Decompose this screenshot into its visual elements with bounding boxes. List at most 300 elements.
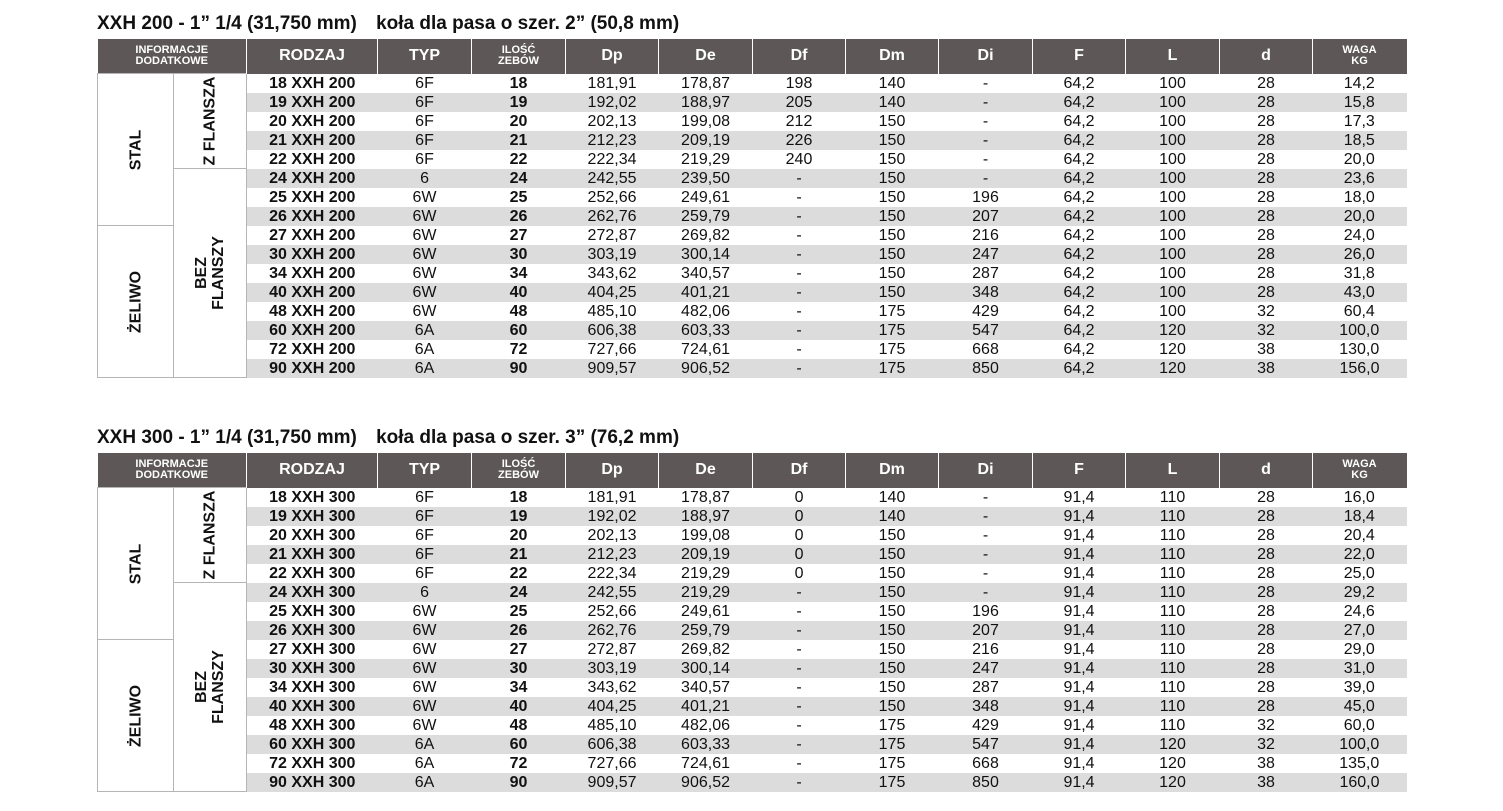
cell-de: 219,29 bbox=[681, 564, 730, 582]
group-z-flansza-label: Z FLANSZA bbox=[201, 490, 219, 580]
cell-rodzaj: 27 XXH 200 bbox=[269, 226, 356, 244]
cell-typ: 6A bbox=[378, 735, 472, 754]
group-bez-flanszy-label: BEZ FLANSZY bbox=[193, 650, 227, 724]
cell-typ: 6F bbox=[378, 93, 472, 112]
cell-df: - bbox=[796, 340, 802, 358]
cell-di: - bbox=[939, 545, 1033, 564]
table-row bbox=[98, 131, 1407, 150]
title-desc: koła dla pasa o szer. 3” (76,2 mm) bbox=[376, 427, 680, 448]
cell-waga: 18,0 bbox=[1343, 188, 1375, 206]
cell-di: - bbox=[939, 507, 1033, 526]
cell-z: 26 bbox=[472, 207, 566, 226]
cell-df: 226 bbox=[753, 131, 846, 150]
cell-waga: 31,8 bbox=[1343, 264, 1375, 282]
cell-rodzaj: 25 XXH 300 bbox=[269, 602, 356, 620]
cell-de: 178,87 bbox=[681, 74, 730, 92]
cell-dm: 150 bbox=[878, 188, 906, 206]
cell-d: 28 bbox=[1257, 188, 1275, 206]
cell-f: 91,4 bbox=[1063, 602, 1095, 620]
cell-typ: 6A bbox=[378, 773, 472, 792]
cell-dm: 140 bbox=[846, 93, 939, 112]
cell-z: 27 bbox=[509, 640, 528, 658]
cell-dm: 150 bbox=[846, 207, 939, 226]
cell-di: 850 bbox=[939, 359, 1033, 378]
cell-rodzaj: 34 XXH 200 bbox=[269, 264, 356, 282]
cell-l: 100 bbox=[1159, 302, 1186, 320]
cell-d: 28 bbox=[1257, 602, 1275, 620]
cell-de: 249,61 bbox=[681, 188, 730, 206]
cell-de: 401,21 bbox=[659, 283, 753, 302]
group-z-flansza-label: Z FLANSZA bbox=[201, 76, 219, 166]
cell-df: - bbox=[753, 245, 846, 264]
cell-z: 40 bbox=[472, 283, 566, 302]
cell-df: 240 bbox=[785, 150, 813, 168]
cell-df: - bbox=[796, 754, 802, 772]
cell-waga: 17,3 bbox=[1343, 112, 1375, 130]
cell-dp: 404,25 bbox=[566, 697, 659, 716]
cell-l: 120 bbox=[1126, 359, 1220, 378]
cell-de: 724,61 bbox=[681, 754, 730, 772]
cell-dm: 150 bbox=[846, 621, 939, 640]
cell-rodzaj: 60 XXH 300 bbox=[247, 735, 378, 754]
cell-d: 28 bbox=[1220, 507, 1313, 526]
cell-f: 64,2 bbox=[1063, 74, 1095, 92]
cell-df: - bbox=[753, 321, 846, 340]
cell-typ: 6A bbox=[378, 359, 472, 378]
table-row bbox=[98, 264, 1407, 283]
cell-dp: 252,66 bbox=[587, 602, 637, 620]
table-row bbox=[98, 526, 1407, 545]
table-row bbox=[98, 359, 1407, 378]
cell-l: 100 bbox=[1159, 264, 1186, 282]
cell-rodzaj: 30 XXH 200 bbox=[247, 245, 378, 264]
table-row bbox=[98, 188, 1407, 207]
cell-dp: 202,13 bbox=[587, 526, 637, 544]
cell-di: 547 bbox=[939, 321, 1033, 340]
cell-d: 28 bbox=[1220, 545, 1313, 564]
cell-di: 850 bbox=[939, 773, 1033, 792]
cell-f: 64,2 bbox=[1033, 93, 1126, 112]
header-ilosc: ILOŚĆ ZEBÓW bbox=[472, 453, 566, 488]
header-ilosc: ILOŚĆ ZEBÓW bbox=[472, 39, 566, 74]
cell-f: 91,4 bbox=[1063, 488, 1095, 506]
cell-di: - bbox=[939, 131, 1033, 150]
cell-dm: 175 bbox=[846, 359, 939, 378]
cell-df: - bbox=[753, 169, 846, 188]
table-row bbox=[98, 507, 1407, 526]
cell-f: 64,2 bbox=[1063, 302, 1095, 320]
cell-di: 207 bbox=[939, 207, 1033, 226]
header-typ: TYP bbox=[378, 453, 472, 488]
cell-rodzaj: 20 XXH 300 bbox=[269, 526, 356, 544]
cell-z: 25 bbox=[509, 188, 528, 206]
table-row bbox=[98, 564, 1407, 583]
cell-waga: 23,6 bbox=[1313, 169, 1407, 188]
cell-dm: 150 bbox=[878, 150, 906, 168]
cell-rodzaj: 19 XXH 300 bbox=[247, 507, 378, 526]
cell-dm: 150 bbox=[878, 602, 906, 620]
header-de: De bbox=[659, 453, 753, 488]
header-l: L bbox=[1126, 453, 1220, 488]
cell-rodzaj: 90 XXH 300 bbox=[247, 773, 378, 792]
title-code: XXH 200 - 1” 1/4 (31,750 mm) bbox=[97, 13, 357, 34]
cell-z: 19 bbox=[472, 507, 566, 526]
material-zeliwo bbox=[98, 640, 174, 792]
cell-de: 906,52 bbox=[659, 359, 753, 378]
cell-df: - bbox=[796, 602, 802, 620]
cell-de: 209,19 bbox=[659, 545, 753, 564]
cell-df: - bbox=[753, 583, 846, 602]
cell-d: 28 bbox=[1257, 226, 1275, 244]
cell-l: 110 bbox=[1159, 716, 1186, 734]
cell-dm: 175 bbox=[878, 716, 906, 734]
cell-waga: 20,4 bbox=[1343, 526, 1375, 544]
cell-rodzaj: 19 XXH 200 bbox=[247, 93, 378, 112]
cell-waga: 100,0 bbox=[1313, 735, 1407, 754]
header-de: De bbox=[659, 39, 753, 74]
cell-rodzaj: 90 XXH 200 bbox=[247, 359, 378, 378]
table-row bbox=[98, 150, 1407, 169]
header-di: Di bbox=[939, 453, 1033, 488]
header-f: F bbox=[1033, 453, 1126, 488]
cell-typ: 6F bbox=[415, 564, 434, 582]
cell-dm: 140 bbox=[878, 488, 906, 506]
material-zeliwo-label: ŻELIWO bbox=[127, 684, 144, 747]
cell-f: 64,2 bbox=[1033, 207, 1126, 226]
cell-dp: 181,91 bbox=[587, 74, 637, 92]
cell-dp: 262,76 bbox=[566, 207, 659, 226]
cell-typ: 6W bbox=[412, 302, 437, 320]
cell-f: 64,2 bbox=[1033, 321, 1126, 340]
cell-l: 100 bbox=[1159, 74, 1186, 92]
header-dp: Dp bbox=[566, 39, 659, 74]
table-row bbox=[98, 640, 1407, 659]
cell-di: - bbox=[982, 74, 989, 92]
cell-di: 668 bbox=[972, 340, 999, 358]
cell-d: 28 bbox=[1257, 678, 1275, 696]
cell-rodzaj: 21 XXH 300 bbox=[247, 545, 378, 564]
cell-f: 64,2 bbox=[1063, 188, 1095, 206]
header-rodzaj: RODZAJ bbox=[247, 39, 378, 74]
table-row bbox=[98, 245, 1407, 264]
table-row bbox=[98, 583, 1407, 602]
cell-df: - bbox=[796, 264, 802, 282]
cell-d: 28 bbox=[1257, 488, 1275, 506]
table-row bbox=[98, 283, 1407, 302]
header-waga: WAGA KG bbox=[1313, 39, 1407, 74]
cell-di: 348 bbox=[939, 283, 1033, 302]
cell-dm: 175 bbox=[878, 340, 906, 358]
table-row bbox=[98, 340, 1407, 359]
cell-de: 188,97 bbox=[659, 93, 753, 112]
table-row bbox=[98, 112, 1407, 131]
cell-rodzaj: 18 XXH 300 bbox=[269, 488, 356, 506]
header-d: d bbox=[1220, 453, 1313, 488]
cell-waga: 45,0 bbox=[1313, 697, 1407, 716]
cell-f: 91,4 bbox=[1063, 678, 1095, 696]
cell-f: 64,2 bbox=[1063, 226, 1095, 244]
cell-f: 91,4 bbox=[1033, 735, 1126, 754]
group-bez-flanszy-label: BEZ FLANSZY bbox=[193, 236, 227, 310]
table-row bbox=[98, 93, 1407, 112]
cell-typ: 6 bbox=[378, 583, 472, 602]
cell-typ: 6W bbox=[412, 678, 437, 696]
cell-d: 28 bbox=[1257, 74, 1275, 92]
cell-de: 209,19 bbox=[659, 131, 753, 150]
cell-waga: 31,0 bbox=[1313, 659, 1407, 678]
cell-dp: 404,25 bbox=[566, 283, 659, 302]
section-title bbox=[97, 426, 679, 450]
cell-d: 28 bbox=[1220, 93, 1313, 112]
cell-l: 110 bbox=[1159, 602, 1186, 620]
cell-df: - bbox=[796, 188, 802, 206]
cell-d: 38 bbox=[1257, 754, 1275, 772]
cell-df: - bbox=[753, 283, 846, 302]
cell-waga: 14,2 bbox=[1343, 74, 1375, 92]
cell-d: 28 bbox=[1220, 697, 1313, 716]
cell-waga: 60,4 bbox=[1343, 302, 1375, 320]
cell-l: 110 bbox=[1159, 678, 1186, 696]
cell-waga: 18,4 bbox=[1313, 507, 1407, 526]
cell-di: 287 bbox=[972, 264, 999, 282]
header-info: INFORMACJE DODATKOWE bbox=[98, 453, 247, 488]
table-row bbox=[98, 735, 1407, 754]
cell-z: 48 bbox=[509, 716, 528, 734]
cell-z: 22 bbox=[509, 150, 528, 168]
cell-z: 18 bbox=[509, 74, 528, 92]
table-row bbox=[98, 678, 1407, 697]
cell-dm: 175 bbox=[846, 773, 939, 792]
cell-dm: 150 bbox=[846, 131, 939, 150]
cell-di: 247 bbox=[939, 245, 1033, 264]
cell-d: 32 bbox=[1220, 735, 1313, 754]
cell-typ: 6W bbox=[378, 659, 472, 678]
cell-waga: 39,0 bbox=[1343, 678, 1375, 696]
cell-rodzaj: 24 XXH 300 bbox=[247, 583, 378, 602]
cell-df: - bbox=[753, 735, 846, 754]
cell-dp: 343,62 bbox=[587, 264, 637, 282]
header-waga: WAGA KG bbox=[1313, 453, 1407, 488]
group-bez-flanszy bbox=[174, 583, 247, 792]
cell-typ: 6A bbox=[414, 340, 435, 358]
cell-dp: 192,02 bbox=[566, 93, 659, 112]
header-dp: Dp bbox=[566, 453, 659, 488]
cell-f: 91,4 bbox=[1063, 564, 1095, 582]
table-row bbox=[98, 621, 1407, 640]
cell-waga: 43,0 bbox=[1313, 283, 1407, 302]
cell-z: 20 bbox=[509, 526, 528, 544]
cell-z: 60 bbox=[472, 735, 566, 754]
header-info: INFORMACJE DODATKOWE bbox=[98, 39, 247, 74]
group-bez-flanszy bbox=[174, 169, 247, 378]
cell-z: 24 bbox=[472, 169, 566, 188]
cell-dp: 242,55 bbox=[566, 169, 659, 188]
table-row bbox=[98, 169, 1407, 188]
cell-typ: 6W bbox=[412, 188, 437, 206]
cell-d: 28 bbox=[1257, 640, 1275, 658]
cell-l: 120 bbox=[1126, 773, 1220, 792]
cell-d: 38 bbox=[1220, 773, 1313, 792]
cell-dp: 242,55 bbox=[566, 583, 659, 602]
cell-dp: 222,34 bbox=[587, 150, 637, 168]
cell-di: - bbox=[982, 488, 989, 506]
cell-df: - bbox=[796, 226, 802, 244]
material-stal-label: STAL bbox=[127, 543, 144, 584]
cell-waga: 18,5 bbox=[1313, 131, 1407, 150]
cell-f: 64,2 bbox=[1063, 340, 1095, 358]
cell-rodzaj: 34 XXH 300 bbox=[269, 678, 356, 696]
table-row bbox=[98, 659, 1407, 678]
table-row bbox=[98, 602, 1407, 621]
cell-l: 110 bbox=[1159, 488, 1186, 506]
cell-typ: 6W bbox=[412, 640, 437, 658]
cell-waga: 60,0 bbox=[1343, 716, 1375, 734]
cell-de: 269,82 bbox=[681, 640, 730, 658]
cell-de: 219,29 bbox=[659, 583, 753, 602]
cell-waga: 130,0 bbox=[1339, 340, 1380, 358]
header-row bbox=[98, 453, 1407, 488]
header-rodzaj: RODZAJ bbox=[247, 453, 378, 488]
cell-di: 216 bbox=[972, 640, 999, 658]
cell-f: 91,4 bbox=[1063, 640, 1095, 658]
cell-de: 269,82 bbox=[681, 226, 730, 244]
cell-di: - bbox=[982, 526, 989, 544]
cell-rodzaj: 30 XXH 300 bbox=[247, 659, 378, 678]
cell-z: 21 bbox=[472, 545, 566, 564]
cell-z: 21 bbox=[472, 131, 566, 150]
cell-rodzaj: 20 XXH 200 bbox=[269, 112, 356, 130]
cell-di: 207 bbox=[939, 621, 1033, 640]
cell-de: 300,14 bbox=[659, 659, 753, 678]
cell-df: - bbox=[753, 359, 846, 378]
cell-dp: 343,62 bbox=[587, 678, 637, 696]
header-row bbox=[98, 39, 1407, 74]
cell-l: 100 bbox=[1159, 188, 1186, 206]
cell-l: 110 bbox=[1126, 545, 1220, 564]
cell-rodzaj: 25 XXH 200 bbox=[269, 188, 356, 206]
cell-dm: 150 bbox=[846, 659, 939, 678]
cell-waga: 24,0 bbox=[1343, 226, 1375, 244]
cell-de: 603,33 bbox=[659, 735, 753, 754]
material-stal bbox=[98, 74, 174, 226]
cell-l: 100 bbox=[1159, 226, 1186, 244]
table-row bbox=[98, 716, 1407, 735]
cell-de: 199,08 bbox=[681, 526, 730, 544]
cell-df: 0 bbox=[794, 526, 804, 544]
cell-rodzaj: 48 XXH 300 bbox=[269, 716, 356, 734]
cell-d: 28 bbox=[1257, 526, 1275, 544]
cell-dp: 303,19 bbox=[566, 659, 659, 678]
cell-dm: 150 bbox=[878, 526, 906, 544]
material-stal-label: STAL bbox=[127, 129, 144, 170]
cell-waga: 25,0 bbox=[1343, 564, 1375, 582]
header-f: F bbox=[1033, 39, 1126, 74]
cell-dp: 909,57 bbox=[566, 773, 659, 792]
cell-l: 100 bbox=[1126, 131, 1220, 150]
header-df: Df bbox=[753, 39, 846, 74]
cell-typ: 6F bbox=[378, 545, 472, 564]
table-row bbox=[98, 74, 1407, 93]
cell-waga: 16,0 bbox=[1343, 488, 1375, 506]
cell-df: - bbox=[796, 302, 802, 320]
header-dm: Dm bbox=[846, 453, 939, 488]
material-stal bbox=[98, 488, 174, 640]
cell-z: 60 bbox=[472, 321, 566, 340]
cell-dm: 175 bbox=[878, 754, 906, 772]
header-dm: Dm bbox=[846, 39, 939, 74]
spec-table bbox=[97, 39, 1407, 378]
cell-df: - bbox=[796, 678, 802, 696]
cell-df: - bbox=[753, 621, 846, 640]
cell-df: 0 bbox=[753, 507, 846, 526]
cell-typ: 6W bbox=[412, 602, 437, 620]
group-z-flansza bbox=[174, 74, 247, 169]
cell-f: 91,4 bbox=[1063, 526, 1095, 544]
cell-z: 20 bbox=[509, 112, 528, 130]
cell-f: 91,4 bbox=[1033, 621, 1126, 640]
cell-z: 24 bbox=[472, 583, 566, 602]
cell-di: - bbox=[939, 583, 1033, 602]
cell-z: 90 bbox=[472, 773, 566, 792]
cell-di: 348 bbox=[939, 697, 1033, 716]
header-l: L bbox=[1126, 39, 1220, 74]
cell-di: - bbox=[982, 564, 989, 582]
cell-de: 219,29 bbox=[681, 150, 730, 168]
cell-dm: 150 bbox=[878, 112, 906, 130]
spec-table bbox=[97, 453, 1407, 792]
cell-l: 100 bbox=[1126, 169, 1220, 188]
cell-l: 110 bbox=[1126, 583, 1220, 602]
cell-f: 91,4 bbox=[1033, 583, 1126, 602]
header-di: Di bbox=[939, 39, 1033, 74]
cell-rodzaj: 21 XXH 200 bbox=[247, 131, 378, 150]
cell-z: 48 bbox=[509, 302, 528, 320]
cell-dm: 150 bbox=[878, 264, 906, 282]
header-d: d bbox=[1220, 39, 1313, 74]
cell-typ: 6W bbox=[378, 245, 472, 264]
cell-f: 91,4 bbox=[1033, 545, 1126, 564]
cell-d: 28 bbox=[1220, 131, 1313, 150]
cell-waga: 20,0 bbox=[1313, 207, 1407, 226]
cell-typ: 6W bbox=[378, 283, 472, 302]
cell-waga: 100,0 bbox=[1313, 321, 1407, 340]
cell-dm: 140 bbox=[846, 507, 939, 526]
cell-l: 110 bbox=[1159, 526, 1186, 544]
cell-dp: 262,76 bbox=[566, 621, 659, 640]
cell-d: 32 bbox=[1257, 302, 1275, 320]
table-row bbox=[98, 207, 1407, 226]
cell-l: 110 bbox=[1159, 564, 1186, 582]
cell-dm: 150 bbox=[878, 640, 906, 658]
cell-f: 64,2 bbox=[1033, 169, 1126, 188]
cell-d: 28 bbox=[1220, 659, 1313, 678]
cell-di: 196 bbox=[972, 602, 999, 620]
cell-dp: 272,87 bbox=[587, 226, 637, 244]
cell-f: 91,4 bbox=[1063, 716, 1095, 734]
cell-dp: 181,91 bbox=[587, 488, 637, 506]
cell-typ: 6W bbox=[412, 226, 437, 244]
cell-f: 64,2 bbox=[1063, 150, 1095, 168]
cell-dp: 909,57 bbox=[566, 359, 659, 378]
cell-waga: 29,2 bbox=[1313, 583, 1407, 602]
cell-dm: 150 bbox=[846, 545, 939, 564]
cell-d: 28 bbox=[1257, 112, 1275, 130]
cell-dp: 727,66 bbox=[587, 340, 637, 358]
cell-typ: 6 bbox=[378, 169, 472, 188]
cell-rodzaj: 18 XXH 200 bbox=[269, 74, 356, 92]
cell-z: 19 bbox=[472, 93, 566, 112]
cell-dm: 150 bbox=[878, 226, 906, 244]
